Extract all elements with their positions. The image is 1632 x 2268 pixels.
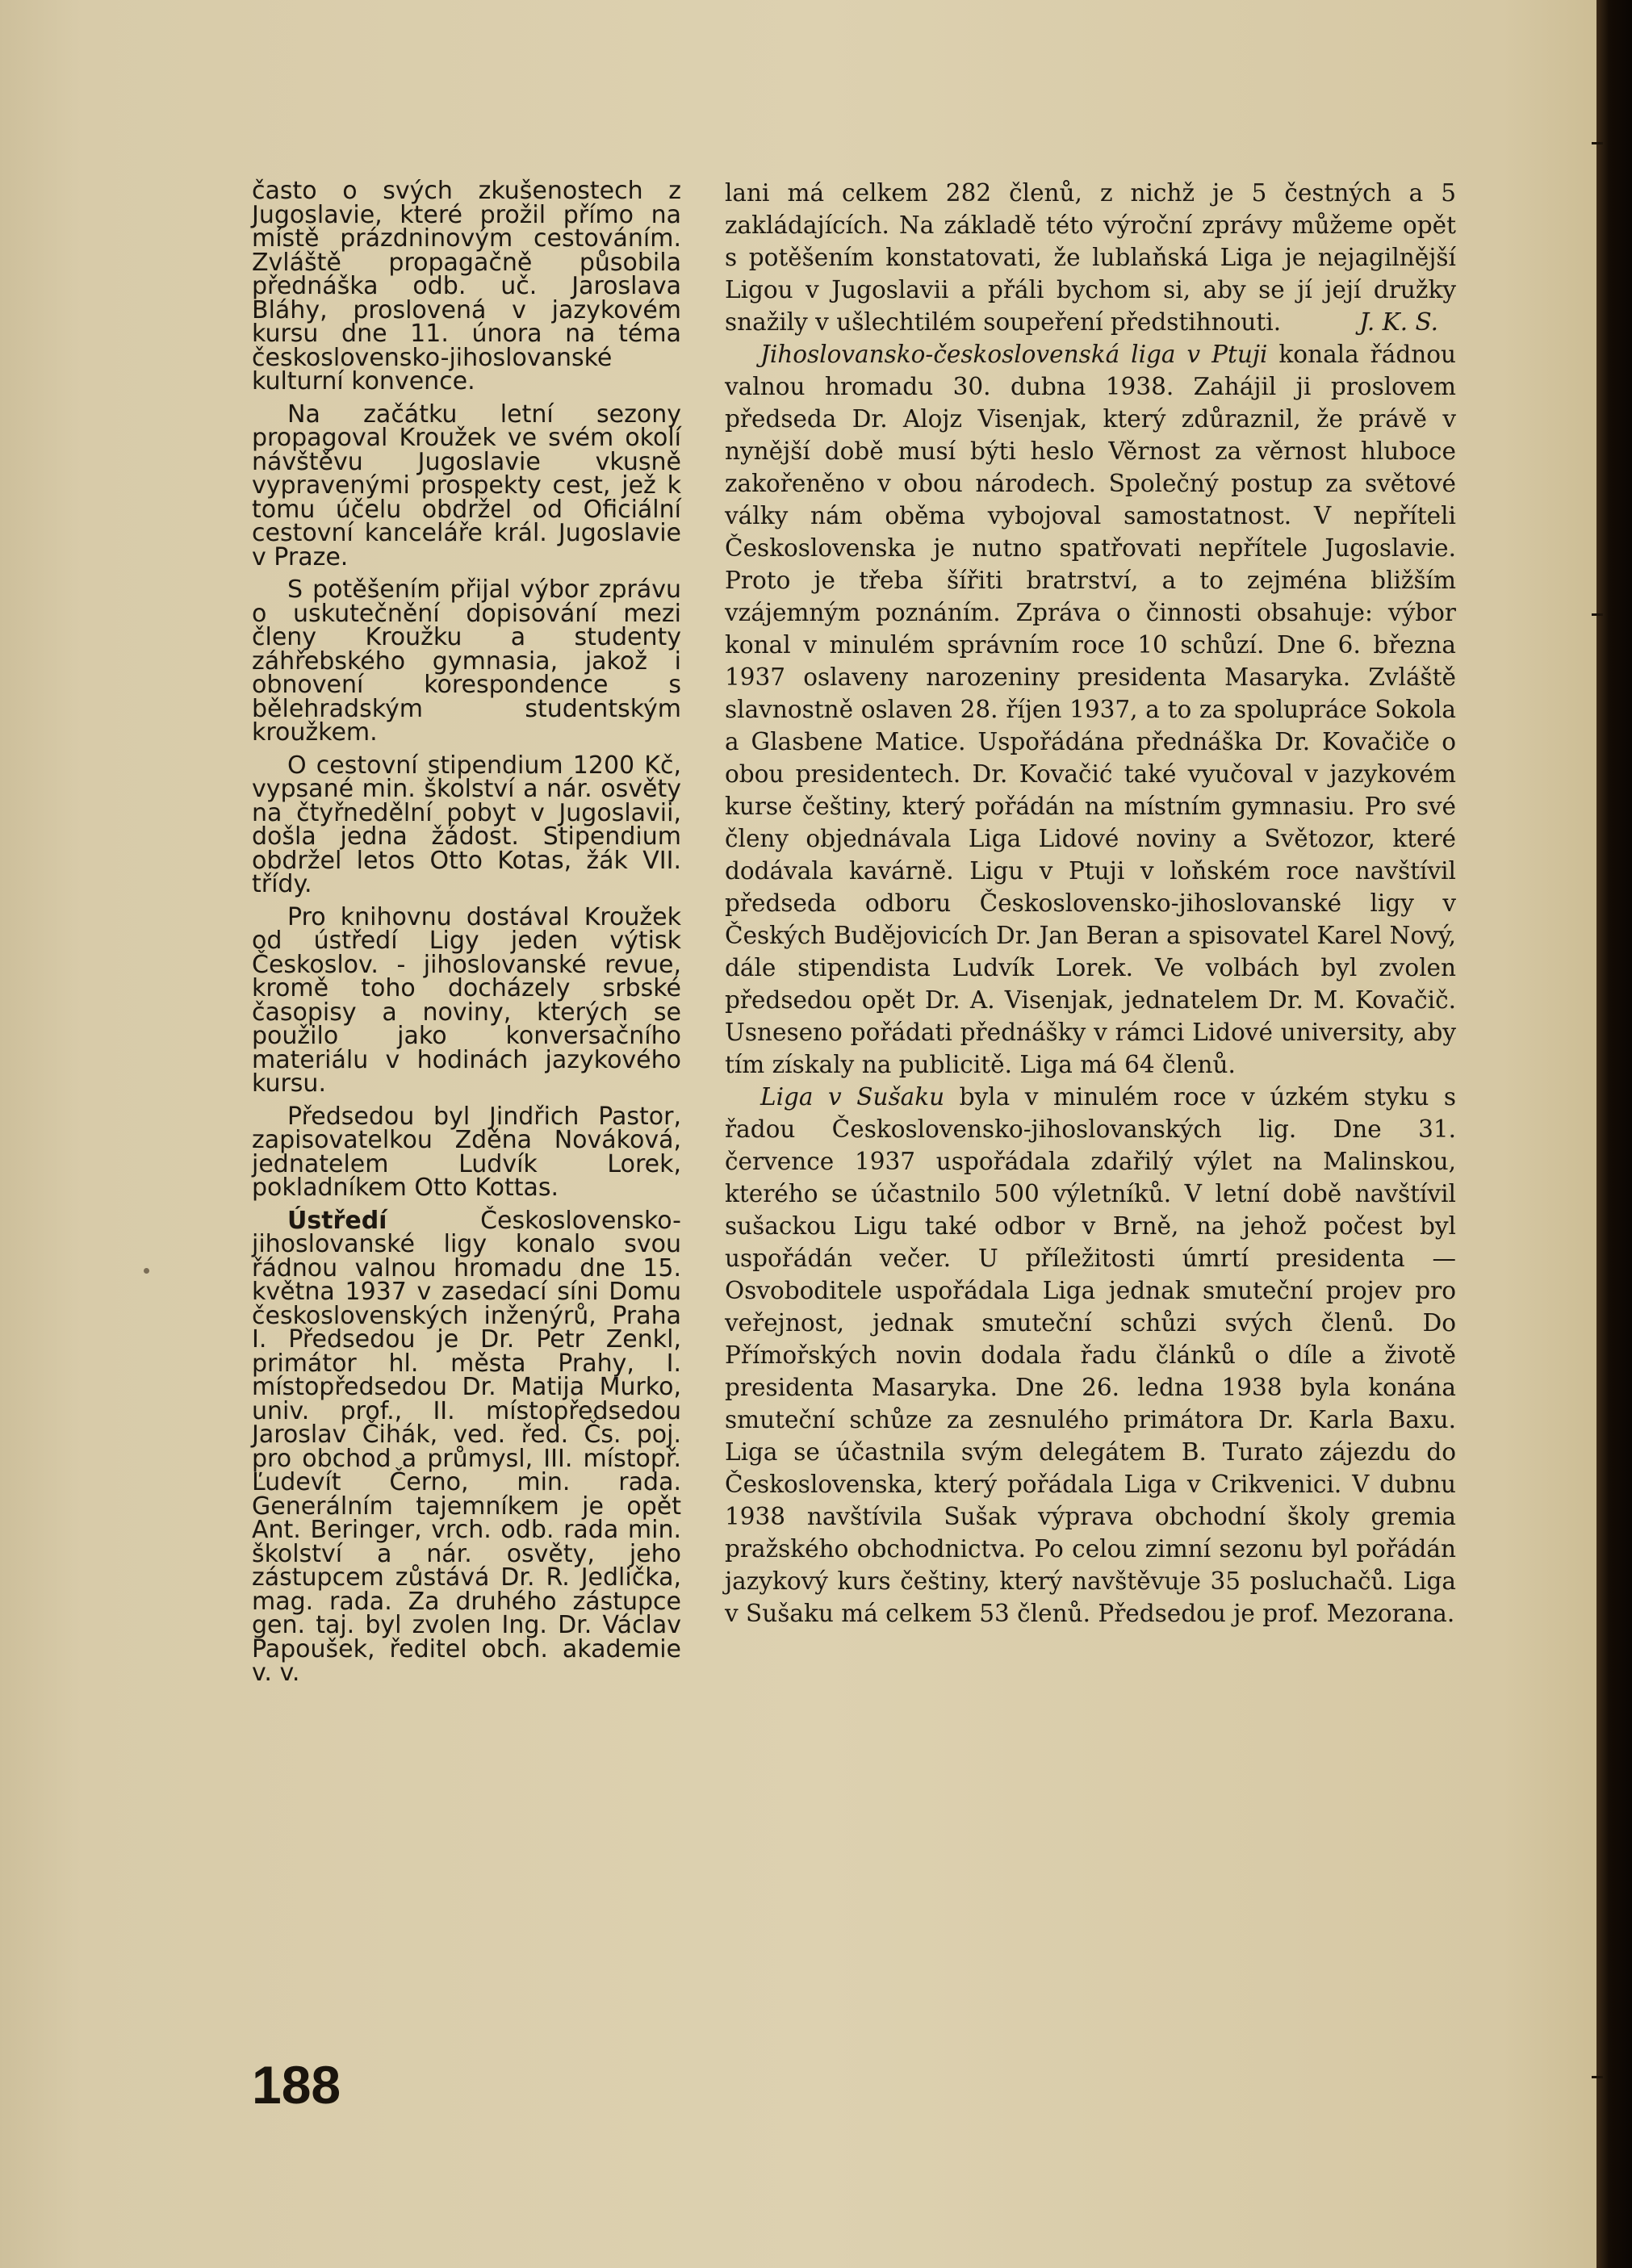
left-paragraph-7 xyxy=(252,1206,681,1687)
left-column xyxy=(252,179,681,1685)
ptuj-lead: Jihoslovansko-československá liga v Ptuji xyxy=(760,341,1268,368)
susak-lead: Liga v Sušaku xyxy=(760,1083,945,1111)
left-paragraph-1: často o svých zkušenostech z Jugoslavie, které prožil přímo na místě prázdninovým cestováním. Zvláště propagačně působila přednáška odb. uč. Jaroslava Bláhy, proslovená v jazykovém kursu dne 11. února na téma československo-jihoslovanské kulturní konvence. xyxy=(252,177,681,395)
ustredi-text: Československo-jihoslovanské ligy konalo svou řádnou valnou hromadu dne 15. května 1937 v zasedací síni Domu československých inženýrů, Praha I. Předsedou je Dr. Petr Zenkl, primátor hl. města Prahy, I. místopředsedou Dr. Matija Murko, univ. prof., II. místopředsedou Jaroslav Čihák, ved. řed. Čs. poj. pro obchod a průmysl, III. místopř. Ľudevít Černo, min. rada. Generálním tajemníkem je opět Ant. Beringer, vrch. odb. rada min. školství a nár. osvěty, jeho zástupcem zůstává Dr. R. Jedlička, mag. rada. Za druhého zástupce gen. taj. byl zvolen Ing. Dr. Václav Papoušek, ředitel obch. akademie v. v. xyxy=(252,1206,681,1687)
susak-text: byla v minulém roce v úzkém styku s řadou Československo-jihoslovanských lig. Dne 31. července 1937 uspořádala zdařilý výlet na Malinskou, kterého se účastnilo 500 výletníků. V letní době navštívil sušackou Ligu také odbor v Brně, na jehož počest byl uspořádán večer. U příležitosti úmrtí presidenta — Osvoboditele uspořádala Liga jednak smuteční projev pro veřejnost, jednak smuteční schůzi svých členů. Do Přímořských novin dodala řadu článků o díle a životě presidenta Masaryka. Dne 26. ledna 1938 byla konána smuteční schůze za zesnulého primátora Dr. Karla Baxu. Liga se účastnila svým delegátem B. Turato zájezdu do Československa, který pořádala Liga v Crikvenici. V dubnu 1938 navštívila Sušak výprava obchodní školy gremia pražského obchodnictva. Po celou zimní sezonu byl pořádán jazykový kurs češtiny, který navštěvuje 35 posluchačů. Liga v Sušaku má celkem 53 členů. Předsedou je prof. Mezorana. xyxy=(725,1083,1456,1627)
right-paragraph-2 xyxy=(725,338,1456,1081)
left-paragraph-3: S potěšením přijal výbor zprávu o uskutečnění dopisování mezi členy Kroužku a studenty záhřebského gymnasia, jakož i obnovení korespondence s bělehradským studentským kroužkem. xyxy=(252,575,681,747)
paper-speck xyxy=(144,1268,149,1274)
binding-mark xyxy=(1592,2076,1603,2078)
right-paragraph-1 xyxy=(725,177,1456,338)
left-paragraph-2: Na začátku letní sezony propagoval Kroužek ve svém okolí návštěvu Jugoslavie vkusně vypravenými prospekty cest, jež k tomu účelu obdržel od Oficiální cestovní kanceláře král. Jugoslavie v Praze. xyxy=(252,400,681,571)
binding-mark xyxy=(1592,142,1603,144)
author-signature: J. K. S. xyxy=(1359,308,1438,336)
ptuj-text: konala řádnou valnou hromadu 30. dubna 1938. Zahájil ji proslovem předseda Dr. Alojz Visenjak, který zdůraznil, že právě v nynější době musí býti heslo Věrnost za věrnost hluboce zakořeněno v obou národech. Společný postup za světové války nám oběma vybojoval samostatnost. V nepříteli Československa je nutno spatřovati nepřítele Jugoslavie. Proto je třeba šířiti bratrství, a to zejména bližším vzájemným poznáním. Zpráva o činnosti obsahuje: výbor konal v minulém správním roce 10 schůzí. Dne 6. března 1937 oslaveny narozeniny presidenta Masaryka. Zvláště slavnostně oslaven 28. říjen 1937, a to za spolupráce Sokola a Glasbene Matice. Uspořádána přednáška Dr. Kovačiče o obou presidentech. Dr. Kovačić také vyučoval v jazykovém kurse češtiny, který pořádán na místním gymnasiu. Pro své členy objednávala Liga Lidové noviny a Světozor, které dodávala kavárně. Ligu v Ptuji v loňském roce navštívil předseda odboru Československo-jihoslovanské ligy v Českých Budějovicích Dr. Jan Beran a spisovatel Karel Nový, dále stipendista Ludvík Lorek. Ve volbách byl zvolen předsedou opět Dr. A. Visenjak, jednatelem Dr. M. Kovačič. Usneseno pořádati přednášky v rámci Lidové university, aby tím získaly na publicitě. Liga má 64 členů. xyxy=(725,341,1456,1078)
book-binding-edge xyxy=(1596,0,1632,2268)
right-paragraph-3 xyxy=(725,1081,1456,1630)
left-paragraph-5: Pro knihovnu dostával Kroužek od ústředí Ligy jeden výtisk Českoslov. - jihoslovanské revue, kromě toho docházely srbské časopisy a noviny, kterých se použilo jako konversačního materiálu v hodinách jazykového kursu. xyxy=(252,902,681,1098)
binding-mark xyxy=(1592,613,1603,616)
ustredi-lead: Ústředí xyxy=(287,1206,387,1235)
left-paragraph-6: Předsedou byl Jindřich Pastor, zapisovatelkou Zděna Nováková, jednatelem Ludvík Lorek, pokladníkem Otto Kottas. xyxy=(252,1102,681,1202)
lublana-text: lani má celkem 282 členů, z nichž je 5 čestných a 5 zakládajících. Na základě této výroční zprávy můžeme opět s potěšením konstatovati, že lublaňská Liga je nejagilnější Ligou v Jugoslavii a přáli bychom si, aby se jí její družky snažily v ušlechtilém soupeření předstihnouti. xyxy=(725,179,1456,336)
left-paragraph-4: O cestovní stipendium 1200 Kč, vypsané min. školství a nár. osvěty na čtyřnedělní pobyt v Jugoslavii, došla jedna žádost. Stipendium obdržel letos Otto Kotas, žák VII. třídy. xyxy=(252,751,681,898)
right-column xyxy=(725,177,1456,1630)
page-number: 188 xyxy=(252,2055,341,2115)
